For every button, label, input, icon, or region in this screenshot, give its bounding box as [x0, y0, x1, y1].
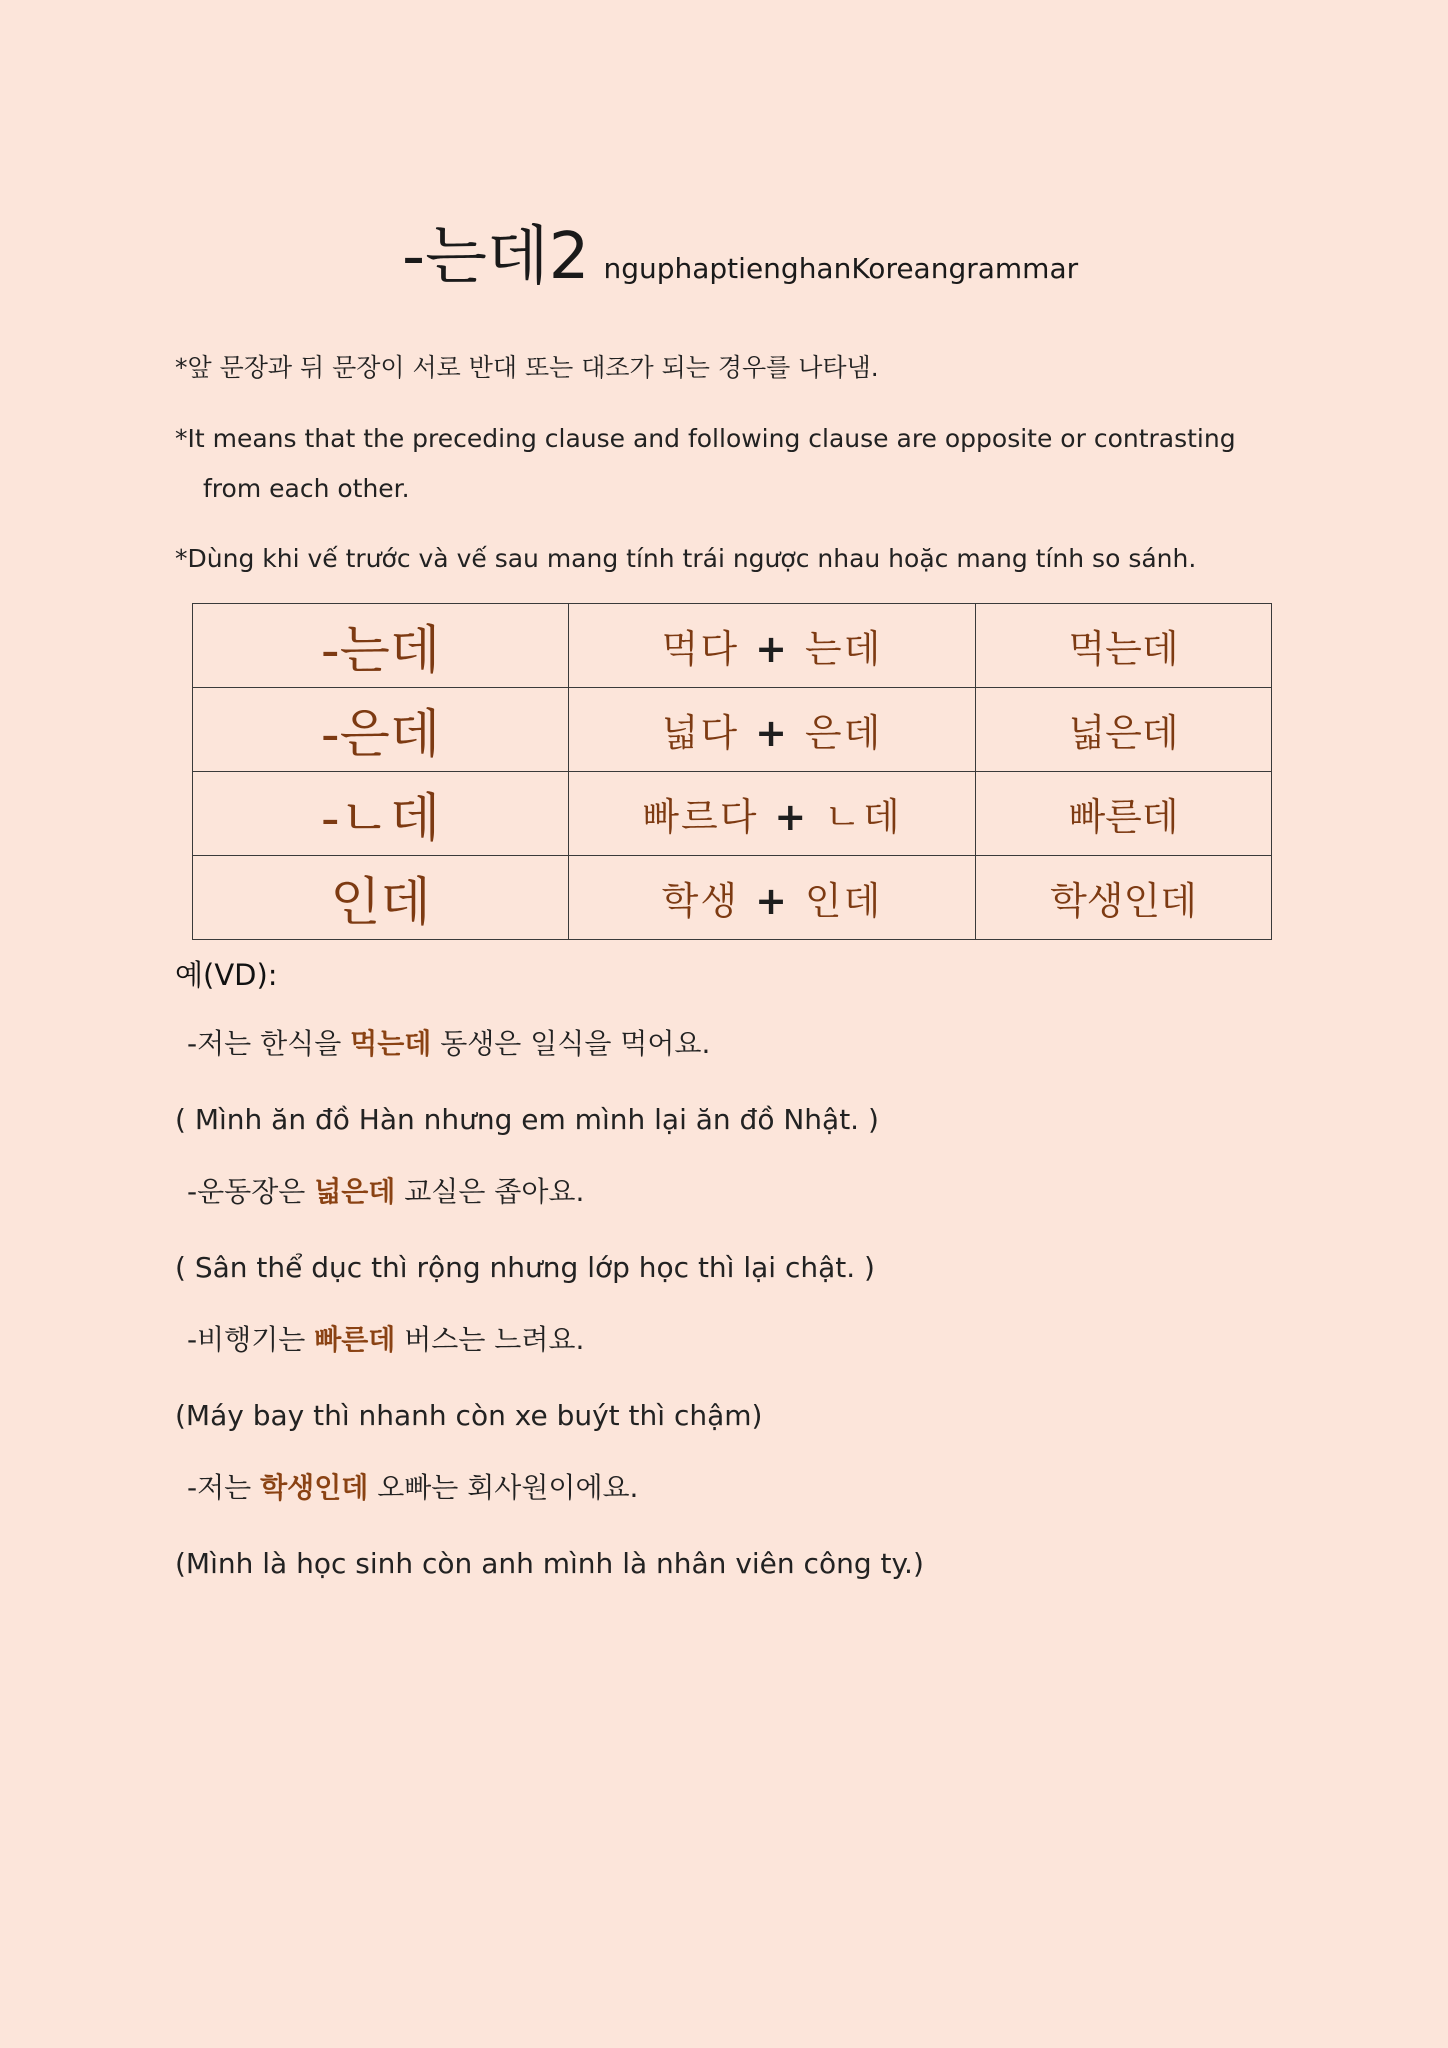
- formation-cell: [569, 688, 976, 772]
- example-text: -운동장은: [187, 1175, 315, 1208]
- explanation-english: *It means that the preceding clause and following clause are opposite or contrasting from each other.: [175, 424, 1236, 503]
- stem: 먹다: [661, 627, 740, 671]
- example-text: 동생은 일식을 먹어요.: [431, 1027, 711, 1060]
- example-highlight: 먹는데: [350, 1027, 432, 1060]
- explanation-vietnamese: *Dùng khi vế trước và vế sau mang tính trái ngược nhau hoặc mang tính so sánh.: [175, 544, 1197, 573]
- example-text: -저는 한식을: [187, 1027, 351, 1060]
- example-vietnamese: (Mình là học sinh còn anh mình là nhân viên công ty.): [175, 1547, 924, 1580]
- example-korean: [175, 1468, 638, 1508]
- suffix: ㄴ데: [824, 795, 902, 839]
- plus-sign: +: [774, 795, 809, 839]
- stem: 학생: [661, 879, 740, 923]
- stem: 넓다: [661, 711, 740, 755]
- result-cell: 학생인데: [976, 856, 1272, 940]
- table-row: [193, 604, 1272, 688]
- table-row: [193, 772, 1272, 856]
- page-title: [402, 220, 1079, 294]
- ending-cell: -은데: [193, 688, 569, 772]
- title-subtitle: nguphaptienghanKoreangrammar: [603, 252, 1079, 285]
- formation-cell: [569, 856, 976, 940]
- plus-sign: +: [755, 711, 789, 755]
- example-text: 오빠는 회사원이에요.: [368, 1471, 639, 1504]
- example-korean: [175, 1024, 710, 1064]
- example-text: 교실은 좁아요.: [395, 1175, 585, 1208]
- result-cell: 먹는데: [976, 604, 1272, 688]
- result-cell: 빠른데: [976, 772, 1272, 856]
- example-vietnamese: ( Sân thể dục thì rộng nhưng lớp học thì lại chật. ): [175, 1251, 875, 1284]
- examples-label: 예(VD):: [175, 958, 278, 992]
- example-vietnamese: ( Mình ăn đồ Hàn nhưng em mình lại ăn đồ Nhật. ): [175, 1103, 879, 1136]
- example-korean: [175, 1172, 584, 1212]
- ending-cell: -ㄴ데: [193, 772, 569, 856]
- plus-sign: +: [755, 627, 789, 671]
- formation-cell: [569, 772, 976, 856]
- suffix: 는데: [804, 627, 883, 671]
- example-text: -비행기는: [187, 1323, 315, 1356]
- example-korean: [175, 1320, 584, 1360]
- stem: 빠르다: [642, 795, 759, 839]
- example-vietnamese: (Máy bay thì nhanh còn xe buýt thì chậm): [175, 1399, 763, 1432]
- formation-cell: [569, 604, 976, 688]
- grammar-table: [192, 603, 1272, 940]
- suffix: 은데: [804, 711, 883, 755]
- table-row: [193, 856, 1272, 940]
- ending-cell: 인데: [193, 856, 569, 940]
- example-highlight: 빠른데: [314, 1323, 396, 1356]
- result-cell: 넓은데: [976, 688, 1272, 772]
- explanation-korean: *앞 문장과 뒤 문장이 서로 반대 또는 대조가 되는 경우를 나타냄.: [175, 353, 879, 382]
- ending-cell: -는데: [193, 604, 569, 688]
- table-row: [193, 688, 1272, 772]
- title-main: -는데2: [402, 220, 590, 294]
- suffix: 인데: [804, 879, 883, 923]
- plus-sign: +: [755, 879, 789, 923]
- example-text: -저는: [187, 1471, 261, 1504]
- example-highlight: 학생인데: [260, 1471, 369, 1504]
- example-text: 버스는 느려요.: [395, 1323, 585, 1356]
- example-highlight: 넓은데: [314, 1175, 396, 1208]
